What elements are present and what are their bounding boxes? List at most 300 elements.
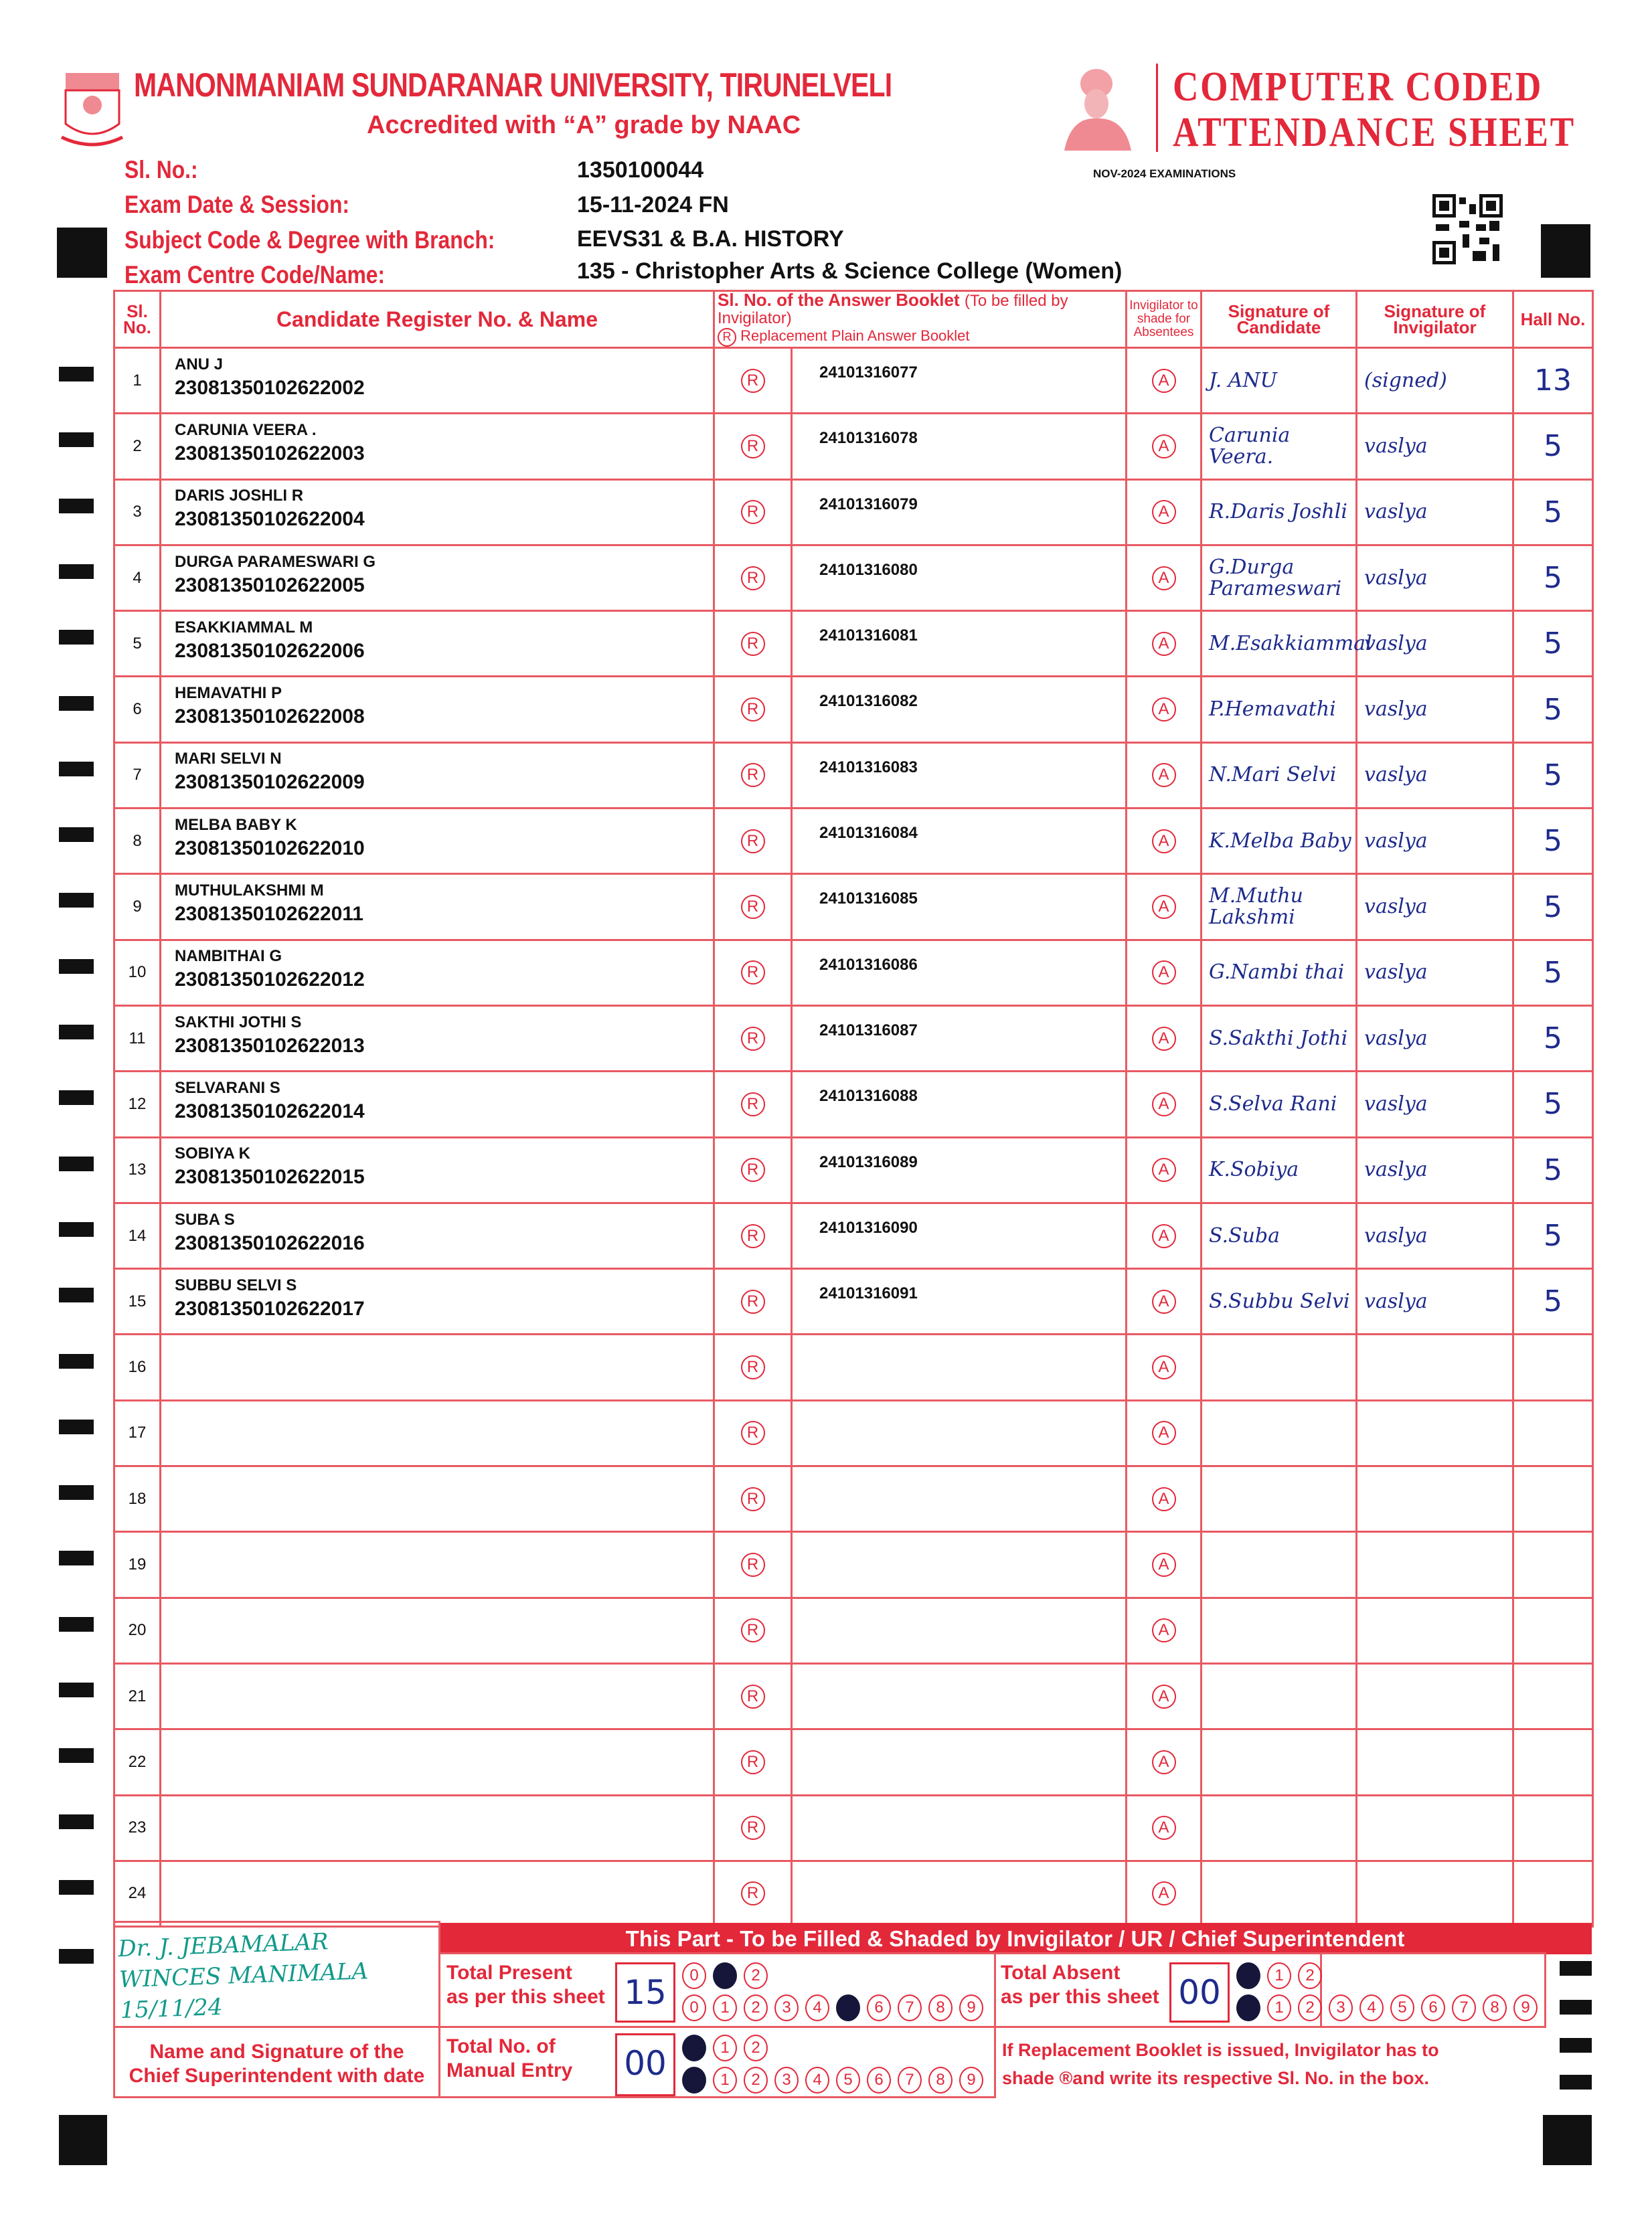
digit-bubble-8[interactable]: 8: [928, 2067, 953, 2094]
hall-number-text: 5: [1544, 429, 1562, 464]
absent-bubble[interactable]: A: [1152, 1158, 1176, 1182]
digit-bubble-3[interactable]: 3: [774, 2067, 799, 2094]
digit-bubble-9[interactable]: 9: [959, 2067, 983, 2094]
candidate-cell: [161, 874, 714, 940]
present-label-line2: as per this sheet: [446, 1986, 605, 2008]
hall-number-text: 5: [1544, 824, 1562, 859]
register-number: 23081350102622017: [175, 1297, 365, 1320]
row-sl-no: 23: [114, 1795, 161, 1861]
digit-bubble-4[interactable]: 4: [1359, 1994, 1384, 2021]
digit-bubble-3[interactable]: 3: [1329, 1994, 1353, 2021]
digit-bubble-1[interactable]: 1: [713, 2035, 737, 2061]
digit-bubble-8[interactable]: 8: [928, 1994, 953, 2021]
absent-bubble[interactable]: A: [1152, 1421, 1176, 1445]
invigilator-signature-text: vaslya: [1364, 1289, 1428, 1313]
candidate-cell: [161, 1005, 714, 1071]
replacement-bubble[interactable]: R: [741, 1092, 765, 1116]
row-sl-no: 9: [114, 874, 161, 940]
candidate-name: CARUNIA VEERA .: [175, 420, 317, 439]
absent-value-box[interactable]: 00: [1169, 1962, 1230, 2023]
register-number: 23081350102622015: [175, 1166, 365, 1189]
candidate-name: MELBA BABY K: [175, 815, 297, 834]
booklet-number-box[interactable]: [792, 742, 1127, 808]
present-label: [446, 1961, 605, 2009]
row-sl-no: 8: [114, 808, 161, 874]
absent-bubble[interactable]: A: [1152, 500, 1176, 524]
replacement-note-line2: shade ®and write its respective Sl. No. in the box.: [1002, 2068, 1430, 2088]
digit-bubble-2[interactable]: 2: [744, 1962, 768, 1989]
replacement-bubble[interactable]: R: [741, 829, 765, 853]
absent-cell: [1127, 1466, 1202, 1532]
candidate-signature: [1202, 1269, 1357, 1335]
digit-bubble-6[interactable]: 6: [1421, 1994, 1445, 2021]
absent-cell: [1127, 348, 1202, 414]
row-sl-no: 16: [114, 1335, 161, 1400]
booklet-number-box[interactable]: [792, 677, 1127, 742]
booklet-number-box[interactable]: [792, 1335, 1127, 1400]
booklet-number-box[interactable]: [792, 874, 1127, 940]
hall-number-text: 13: [1534, 363, 1572, 398]
exam-date-value: 15-11-2024 FN: [577, 192, 729, 218]
digit-bubble-7[interactable]: 7: [898, 2067, 922, 2094]
invigilator-signature: [1357, 940, 1513, 1005]
summary-section: [113, 1921, 1592, 2098]
replacement-cell: [714, 940, 792, 1005]
booklet-number-box[interactable]: [792, 611, 1127, 677]
candidate-name: MARI SELVI N: [175, 750, 282, 768]
present-tens-bubbles: [682, 1962, 768, 1989]
booklet-number-box[interactable]: [792, 1663, 1127, 1729]
invigilator-signature: [1357, 545, 1513, 610]
absent-bubble[interactable]: A: [1152, 829, 1176, 853]
candidate-signature: [1202, 611, 1372, 677]
digit-bubble-1[interactable]: 1: [1267, 1962, 1291, 1989]
absent-bubble[interactable]: A: [1152, 1816, 1176, 1840]
absent-bubble[interactable]: A: [1152, 1487, 1176, 1511]
hall-number: [1513, 414, 1593, 479]
digit-bubble-1[interactable]: 1: [713, 2067, 737, 2094]
hall-number-text: 5: [1544, 1219, 1562, 1253]
header-divider: [1156, 64, 1158, 152]
replacement-bubble[interactable]: R: [741, 1421, 765, 1445]
digit-bubble-2[interactable]: 2: [744, 2067, 768, 2094]
register-number: 23081350102622004: [175, 508, 365, 531]
digit-bubble-9[interactable]: 9: [959, 1994, 983, 2021]
row-sl-no: 12: [114, 1072, 161, 1137]
hall-number: [1513, 1335, 1593, 1400]
present-label-line1: Total Present: [446, 1962, 572, 1984]
candidate-signature: [1202, 677, 1357, 742]
table-row: [114, 611, 1593, 677]
invigilator-signature-text: vaslya: [1364, 697, 1428, 721]
row-sl-no: 4: [114, 545, 161, 610]
candidate-signature: [1202, 742, 1357, 808]
hall-number: [1513, 1203, 1593, 1268]
candidate-name: ANU J: [175, 355, 224, 373]
table-row: [114, 348, 1593, 414]
booklet-number-box[interactable]: [792, 940, 1127, 1005]
replacement-cell: [714, 1072, 792, 1137]
candidate-cell: [161, 1729, 714, 1795]
absent-bubble[interactable]: A: [1152, 1553, 1176, 1577]
absent-cell: [1127, 1137, 1202, 1203]
candidate-signature: [1202, 545, 1357, 610]
booklet-number-box[interactable]: [792, 1137, 1127, 1203]
booklet-number: 24101316089: [819, 1153, 918, 1171]
col-header-candidate: Candidate Register No. & Name: [161, 291, 714, 348]
invigilator-signature-text: vaslya: [1364, 1026, 1428, 1050]
digit-bubble-8[interactable]: 8: [1483, 1994, 1507, 2021]
replacement-cell: [714, 808, 792, 874]
timing-mark: [59, 1090, 94, 1105]
candidate-signature: [1202, 1335, 1357, 1400]
booklet-number-box[interactable]: [792, 1203, 1127, 1268]
exam-label: NOV-2024 EXAMINATIONS: [1093, 167, 1236, 180]
candidate-cell: [161, 1335, 714, 1400]
candidate-signature-text: G.Nambi thai: [1209, 960, 1345, 985]
digit-bubble-0[interactable]: 0: [1236, 1994, 1260, 2021]
digit-bubble-2[interactable]: 2: [1298, 1962, 1322, 1989]
booklet-number-box[interactable]: [792, 1269, 1127, 1335]
manual-value-box[interactable]: 00: [615, 2033, 675, 2096]
table-row: [114, 1729, 1593, 1795]
hall-number: [1513, 808, 1593, 874]
absent-cell: [1127, 1598, 1202, 1663]
replacement-bubble[interactable]: R: [741, 1027, 765, 1051]
hall-number: [1513, 677, 1593, 742]
hall-number-text: 5: [1544, 692, 1562, 727]
booklet-number: 24101316081: [819, 626, 918, 645]
replacement-note-line1: If Replacement Booklet is issued, Invigilator has to: [1002, 2040, 1439, 2060]
booklet-note: (To be filled by Invigilator): [718, 292, 1068, 327]
digit-bubble-3[interactable]: 3: [774, 1994, 799, 2021]
digit-bubble-0[interactable]: 0: [682, 2067, 706, 2094]
candidate-signature-text: Carunia Veera.: [1209, 423, 1291, 469]
digit-bubble-1[interactable]: 1: [713, 1994, 737, 2021]
replacement-bubble[interactable]: R: [741, 1816, 765, 1840]
register-number: 23081350102622010: [175, 837, 365, 859]
absent-cell: [1127, 1203, 1202, 1268]
booklet-number-box[interactable]: [792, 1466, 1127, 1532]
digit-bubble-6[interactable]: 6: [867, 2067, 891, 2094]
candidate-cell: [161, 479, 714, 545]
timing-mark: [59, 1949, 94, 1964]
table-row: [114, 742, 1593, 808]
absent-bubble[interactable]: A: [1152, 763, 1176, 787]
row-sl-no: 20: [114, 1598, 161, 1663]
invigilator-signature: [1357, 1795, 1513, 1861]
timing-mark: [59, 367, 94, 381]
digit-bubble-0[interactable]: 0: [682, 1962, 706, 1989]
attendance-table: [113, 290, 1594, 1928]
row-sl-no: 7: [114, 742, 161, 808]
hall-number-text: 5: [1544, 1153, 1562, 1187]
hall-number: [1513, 742, 1593, 808]
absent-bubble[interactable]: A: [1152, 434, 1176, 458]
digit-bubble-5[interactable]: 5: [1390, 1994, 1414, 2021]
candidate-cell: [161, 1466, 714, 1532]
replacement-bubble[interactable]: R: [741, 1158, 765, 1182]
replacement-bubble[interactable]: R: [741, 1618, 765, 1642]
digit-bubble-4[interactable]: 4: [805, 2067, 829, 2094]
register-number: 23081350102622009: [175, 771, 365, 794]
candidate-signature: [1202, 874, 1357, 940]
absent-cell: [1127, 414, 1202, 479]
digit-bubble-1[interactable]: 1: [713, 1962, 737, 1989]
present-units-bubbles: [682, 1994, 983, 2021]
digit-bubble-2[interactable]: 2: [744, 1994, 768, 2021]
replacement-bubble[interactable]: R: [741, 1487, 765, 1511]
replacement-bubble[interactable]: R: [741, 434, 765, 458]
absent-bubble[interactable]: A: [1152, 632, 1176, 656]
replacement-bubble[interactable]: R: [741, 1881, 765, 1905]
timing-mark: [59, 1814, 94, 1829]
invigilator-signature-text: vaslya: [1364, 829, 1428, 853]
replacement-cell: [714, 545, 792, 610]
candidate-cell: [161, 940, 714, 1005]
register-number: 23081350102622002: [175, 376, 365, 399]
booklet-number-box[interactable]: [792, 1072, 1127, 1137]
booklet-number: 24101316086: [819, 955, 918, 974]
centre-value: 135 - Christopher Arts & Science College (Women): [577, 258, 1123, 284]
university-name: MANONMANIAM SUNDARANAR UNIVERSITY, TIRUNELVELI: [134, 66, 892, 104]
row-sl-no: 15: [114, 1269, 161, 1335]
digit-bubble-0[interactable]: 0: [1236, 1962, 1260, 1989]
registration-mark: [57, 228, 107, 278]
digit-bubble-5[interactable]: 5: [836, 1994, 860, 2021]
replacement-bubble[interactable]: R: [741, 960, 765, 985]
candidate-signature-text: K.Sobiya: [1209, 1158, 1299, 1182]
digit-bubble-7[interactable]: 7: [898, 1994, 922, 2021]
digit-bubble-5[interactable]: 5: [836, 2067, 860, 2094]
absent-bubble[interactable]: A: [1152, 1618, 1176, 1642]
candidate-signature: [1202, 1072, 1357, 1137]
col-header-sig-invigilator: Signature of Invigilator: [1357, 291, 1513, 348]
row-sl-no: 6: [114, 677, 161, 742]
digit-bubble-6[interactable]: 6: [867, 1994, 891, 2021]
absent-cell: [1127, 1005, 1202, 1071]
hall-number: [1513, 611, 1593, 677]
candidate-name: DURGA PARAMESWARI G: [175, 552, 376, 571]
absent-bubble[interactable]: A: [1152, 1092, 1176, 1116]
timing-mark: [59, 1617, 94, 1632]
invigilator-signature-text: vaslya: [1364, 500, 1428, 524]
candidate-signature-text: J. ANU: [1209, 368, 1277, 392]
booklet-number-box[interactable]: [792, 1400, 1127, 1466]
booklet-number-box[interactable]: [792, 808, 1127, 874]
digit-bubble-2[interactable]: 2: [744, 2035, 768, 2061]
row-sl-no: 3: [114, 479, 161, 545]
booklet-number-box[interactable]: [792, 1729, 1127, 1795]
hall-number: [1513, 1400, 1593, 1466]
absent-bubble[interactable]: A: [1152, 369, 1176, 393]
table-row: [114, 1532, 1593, 1598]
booklet-number: 24101316087: [819, 1021, 918, 1039]
booklet-number-box[interactable]: [792, 1598, 1127, 1663]
absent-bubble[interactable]: A: [1152, 895, 1176, 919]
candidate-signature-text: K.Melba Baby: [1209, 829, 1351, 853]
digit-bubble-4[interactable]: 4: [805, 1994, 829, 2021]
booklet-number-box[interactable]: [792, 1861, 1127, 1926]
absent-bubble[interactable]: A: [1152, 1685, 1176, 1709]
absent-bubble[interactable]: A: [1152, 1290, 1176, 1314]
absent-label-line1: Total Absent: [1001, 1962, 1121, 1984]
absent-cell: [1127, 1335, 1202, 1400]
invigilator-signature-text: vaslya: [1364, 631, 1428, 655]
candidate-signature: [1202, 1400, 1357, 1466]
absent-bubble[interactable]: A: [1152, 960, 1176, 985]
timing-mark: [59, 564, 94, 579]
booklet-number-box[interactable]: [792, 545, 1127, 610]
replacement-bubble[interactable]: R: [741, 632, 765, 656]
candidate-cell: [161, 1861, 714, 1926]
replacement-bubble[interactable]: R: [741, 697, 765, 721]
sheet-title-line1: COMPUTER CODED: [1173, 64, 1544, 110]
hall-number: [1513, 1729, 1593, 1795]
booklet-number: 24101316083: [819, 758, 918, 776]
absent-cell: [1127, 808, 1202, 874]
absent-tens-bubbles: [1236, 1962, 1322, 1989]
booklet-number-box[interactable]: [792, 479, 1127, 545]
booklet-number-box[interactable]: [792, 1532, 1127, 1598]
invigilator-signature: [1357, 677, 1513, 742]
table-row: [114, 545, 1593, 610]
table-row: [114, 1137, 1593, 1203]
candidate-signature-text: S.Selva Rani: [1209, 1092, 1337, 1116]
candidate-signature-text: M.Esakkiammal: [1209, 631, 1372, 655]
row-sl-no: 1: [114, 348, 161, 414]
absent-bubble[interactable]: A: [1152, 1027, 1176, 1051]
candidate-cell: [161, 742, 714, 808]
booklet-number-box[interactable]: [792, 1005, 1127, 1071]
invigilator-signature-text: vaslya: [1364, 1092, 1428, 1116]
subject-value: EEVS31 & B.A. HISTORY: [577, 226, 844, 252]
sheet-title-line2: ATTENDANCE SHEET: [1173, 110, 1576, 155]
invigilator-signature: [1357, 1861, 1513, 1926]
replacement-bubble[interactable]: R: [741, 369, 765, 393]
candidate-cell: [161, 545, 714, 610]
replacement-cell: [714, 742, 792, 808]
digit-bubble-0[interactable]: 0: [682, 2035, 706, 2061]
candidate-cell: [161, 808, 714, 874]
digit-bubble-0[interactable]: 0: [682, 1994, 706, 2021]
candidate-signature-text: M.Muthu Lakshmi: [1209, 884, 1303, 930]
absent-bubble[interactable]: A: [1152, 1881, 1176, 1905]
replacement-bubble[interactable]: R: [741, 500, 765, 524]
candidate-name: ESAKKIAMMAL M: [175, 618, 313, 636]
table-row: [114, 1598, 1593, 1663]
candidate-name: SUBBU SELVI S: [175, 1276, 297, 1294]
hall-number-text: 5: [1544, 955, 1562, 990]
replacement-bubble[interactable]: R: [741, 566, 765, 590]
invigilator-signature: [1357, 1005, 1513, 1071]
absent-bubble[interactable]: A: [1152, 1224, 1176, 1248]
invigilator-signature-text: vaslya: [1364, 1158, 1428, 1182]
absent-bubble[interactable]: A: [1152, 697, 1176, 721]
register-number: 23081350102622003: [175, 442, 365, 464]
table-row: [114, 1466, 1593, 1532]
digit-bubble-7[interactable]: 7: [1452, 1994, 1476, 2021]
replacement-bubble[interactable]: R: [741, 1685, 765, 1709]
centre-label: Exam Centre Code/Name:: [125, 261, 386, 288]
booklet-number-box[interactable]: [792, 348, 1127, 414]
absent-cell: [1127, 1795, 1202, 1861]
replacement-bubble[interactable]: R: [741, 1355, 765, 1379]
timing-mark: [59, 1551, 94, 1565]
register-number: 23081350102622011: [175, 903, 363, 926]
candidate-cell: [161, 1137, 714, 1203]
replacement-bubble[interactable]: R: [741, 1750, 765, 1774]
candidate-signature: [1202, 1137, 1357, 1203]
replacement-cell: [714, 874, 792, 940]
digit-bubble-2[interactable]: 2: [1298, 1994, 1322, 2021]
absent-cell: [1127, 611, 1202, 677]
manual-tens-bubbles: [682, 2035, 768, 2061]
replacement-bubble[interactable]: R: [741, 1553, 765, 1577]
col-header-sl: Sl. No.: [114, 291, 161, 348]
sl-no-value: 1350100044: [577, 157, 704, 183]
invigilator-signature-text: vaslya: [1364, 434, 1428, 458]
booklet-number-box[interactable]: [792, 414, 1127, 479]
replacement-bubble[interactable]: R: [741, 1224, 765, 1248]
candidate-cell: [161, 414, 714, 479]
candidate-name: DARIS JOSHLI R: [175, 487, 304, 505]
candidate-signature-text: R.Daris Joshli: [1209, 500, 1347, 524]
candidate-signature: [1202, 414, 1357, 479]
hall-number: [1513, 545, 1593, 610]
timing-mark: [1560, 2075, 1592, 2090]
candidate-name: SAKTHI JOTHI S: [175, 1013, 302, 1031]
table-row: [114, 414, 1593, 479]
table-row: [114, 808, 1593, 874]
register-number: 23081350102622012: [175, 968, 365, 991]
invigilator-signature: [1357, 1335, 1513, 1400]
booklet-number-box[interactable]: [792, 1795, 1127, 1861]
col-header-sig-candidate: Signature of Candidate: [1202, 291, 1357, 348]
university-logo: [60, 70, 124, 151]
table-row: [114, 677, 1593, 742]
booklet-number: 24101316077: [819, 363, 918, 381]
register-number: 23081350102622006: [175, 639, 365, 662]
candidate-name: SOBIYA K: [175, 1144, 250, 1163]
timing-mark: [59, 1880, 94, 1895]
candidate-signature: [1202, 1005, 1357, 1071]
absent-bubble[interactable]: A: [1152, 1355, 1176, 1379]
replacement-cell: [714, 677, 792, 742]
replacement-bubble[interactable]: R: [741, 763, 765, 787]
present-value-box[interactable]: 15: [615, 1962, 675, 2023]
hall-number-text: 5: [1544, 495, 1562, 529]
manual-label: [446, 2035, 572, 2083]
replacement-cell: [714, 1663, 792, 1729]
hall-number-text: 5: [1544, 1087, 1562, 1122]
timing-mark: [59, 1025, 94, 1039]
registration-mark: [1543, 2115, 1592, 2165]
replacement-bubble[interactable]: R: [741, 1290, 765, 1314]
invigilator-signature: [1357, 1532, 1513, 1598]
timing-mark: [1560, 2000, 1592, 2015]
absent-bubble[interactable]: A: [1152, 566, 1176, 590]
table-row: [114, 1072, 1593, 1137]
absent-bubble[interactable]: A: [1152, 1750, 1176, 1774]
absent-cell: [1127, 1861, 1202, 1926]
digit-bubble-1[interactable]: 1: [1267, 1994, 1291, 2021]
replacement-bubble[interactable]: R: [741, 895, 765, 919]
digit-bubble-9[interactable]: 9: [1513, 1994, 1538, 2021]
row-sl-no: 24: [114, 1861, 161, 1926]
row-sl-no: 5: [114, 611, 161, 677]
timing-mark: [1560, 2038, 1592, 2053]
